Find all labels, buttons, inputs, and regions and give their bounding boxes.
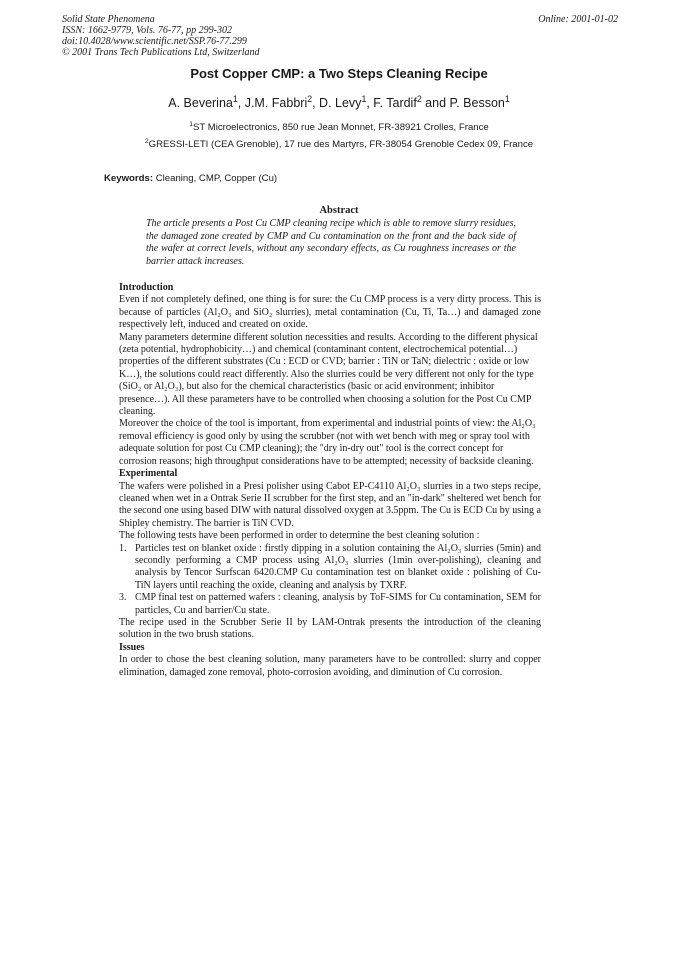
list-item [119, 592, 541, 617]
journal-header [62, 14, 260, 58]
paper-body [119, 282, 541, 679]
paragraph: Moreover the choice of the tool is important, from experimental and industrial points of view: the Al₂O₃ removal efficiency is good only by using the scrubber (not with wet bench with meg or spray tool with adequate solution for post Cu CMP cleaning); the "dry in-dry out" tool is the correct concept for corrosion reasons; high throughput considerations have to be attempted; necessity of backside cleaning. [119, 418, 536, 467]
author-affiliation-mark: 1 [232, 93, 238, 104]
paragraph: The recipe used in the Scrubber Serie II by LAM-Ontrak presents the introduction of the cleaning solution in the two brush stations. [119, 616, 541, 641]
keywords-label: Keywords: [104, 173, 154, 184]
abstract-text: The article presents a Post Cu CMP cleaning recipe which is able to remove slurry residues, the damaged zone created by CMP and Cu contamination on the front and the back side of the wafer at correct levels, without any secondary effects, as Cu roughness increases or the barrier attack increases. [146, 218, 516, 267]
paper-title: Post Copper CMP: a Two Steps Cleaning Recipe [190, 66, 488, 81]
affiliation-2 [0, 139, 678, 150]
paragraph: In order to chose the best cleaning solution, many parameters have to be controlled: slurry and copper elimination, damaged zone removal, photo-corrosion avoiding, and diminution of Cu corrosion. [119, 654, 541, 678]
affiliation-number: 1 [189, 120, 193, 128]
affiliation-number: 2 [144, 137, 149, 145]
list-item [119, 543, 541, 593]
author-affiliation-mark: 1 [361, 93, 367, 104]
author: F. Tardif [373, 96, 417, 110]
author: J.M. Fabbri [244, 96, 308, 110]
author: D. Levy [319, 96, 362, 110]
paragraph: The following tests have been performed in order to determine the best cleaning solution : [119, 530, 480, 542]
author-affiliation-mark: 2 [307, 93, 313, 104]
list-item-text: Particles test on blanket oxide : firstly dipping in a solution containing the Al₂O₃ slurries (5min) and secondly performing a CMP process using Al₂O₃ slurries (1min over-polishing), cleaning and analysis by Tencor Surfscan 6420.CMP Cu contamination test on blanket oxide : polishing of Cu-TiN layers until reaching the oxide, cleaning and analysis by TXRF. [135, 542, 541, 591]
author-list [0, 93, 678, 110]
author-separator: , [366, 96, 374, 110]
section-heading-introduction: Introduction [119, 282, 174, 293]
section-heading-experimental: Experimental [119, 468, 178, 480]
author-separator: , [237, 96, 245, 110]
issn-line: ISSN: 1662-9779, Vols. 76-77, pp 299-302 [62, 25, 232, 36]
paragraph: The wafers were polished in a Presi polisher using Cabot EP-C4110 Al₂O₃ slurries in a two steps recipe, cleaned when wet in a Ontrak Serie II scrubber for the first step, and an "in-dark" sheltered wet bench for the second one using based DIW with natural dissolved oxygen at 3.5ppm. The Cu is ECD Cu by using a Shipley chemistry. The barrier is TiN CVD. [119, 480, 541, 529]
author: A. Beverina [168, 96, 233, 110]
abstract-title: Abstract [319, 205, 359, 216]
journal-name: Solid State Phenomena [62, 14, 155, 25]
list-item-text: CMP final test on patterned wafers : cleaning, analysis by ToF-SIMS for Cu contamination, SEM for particles, Cu and barrier/Cu state. [135, 592, 541, 616]
doi-line: doi:10.4028/www.scientific.net/SSP.76-77.299 [62, 36, 247, 47]
author-separator: and [421, 96, 450, 110]
author-affiliation-mark: 1 [504, 93, 510, 104]
section-heading-issues: Issues [119, 641, 145, 653]
online-date: Online: 2001-01-02 [538, 14, 618, 25]
author: P. Besson [449, 96, 505, 110]
copyright-line: © 2001 Trans Tech Publications Ltd, Switzerland [62, 47, 260, 58]
list-item-number: 1. [119, 542, 127, 554]
list-item-number: 3. [119, 592, 127, 604]
author-affiliation-mark: 2 [416, 93, 422, 104]
author-separator: , [312, 96, 320, 110]
affiliation-text: ST Microelectronics, 850 rue Jean Monnet, FR-38921 Crolles, France [192, 122, 489, 133]
affiliation-text: GRESSI-LETI (CEA Grenoble), 17 rue des Martyrs, FR-38054 Grenoble Cedex 09, France [148, 139, 534, 150]
keywords-text: Cleaning, CMP, Copper (Cu) [155, 173, 278, 184]
paragraph: Even if not completely defined, one thing is for sure: the Cu CMP process is a very dirty process. This is because of particles (Al₂O₃ and SiO₂ slurries), metal contamination (Cu, Ti, Ta…) and damaged zone respectively left, induced and created on oxide. [119, 294, 541, 331]
keywords [104, 173, 277, 184]
affiliation-1 [0, 122, 678, 133]
paragraph: Many parameters determine different solution necessities and results. According to the different physical (zeta potential, hydrophobicity…) and chemical (contaminant content, electrochemical potential…) properties of the different substrates (Cu : ECD or CVD; barrier : TiN or TaN; dielectric : oxide or low K…), the solutions could react differently. Also the slurries could be very different not only for the type (SiO₂ or Al₂O₃), but also for the chemical characteristics (basic or acid environment; inhibitor presence…). All these parameters have to be controlled when choosing a solution for the Post Cu CMP cleaning. [119, 331, 538, 418]
